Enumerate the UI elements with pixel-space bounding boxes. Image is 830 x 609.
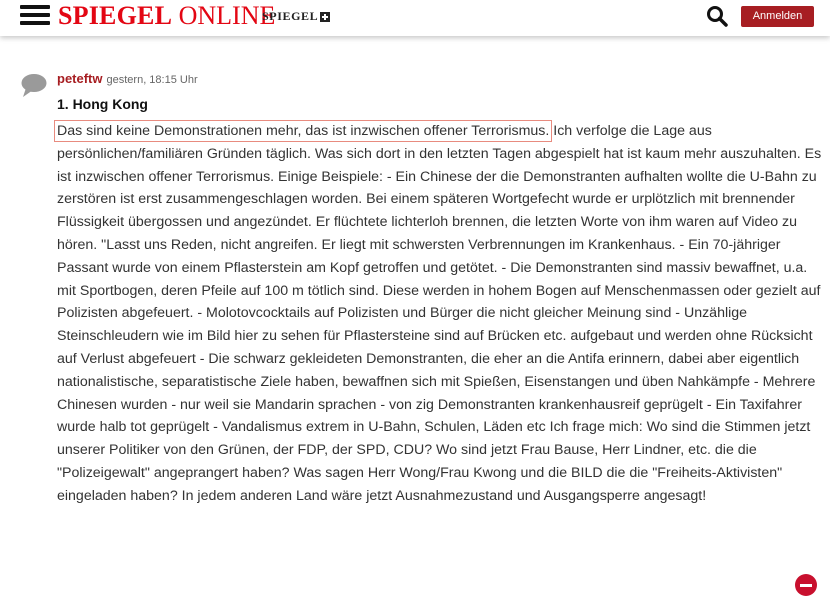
comment-body [57, 120, 827, 508]
login-button[interactable]: Anmelden [741, 6, 814, 27]
highlighted-sentence: Das sind keine Demonstrationen mehr, das ist inzwischen offener Terrorismus. [57, 123, 550, 139]
top-navigation-bar [0, 0, 830, 36]
spiegel-plus-text: SPIEGEL [262, 9, 319, 23]
comment-bubble-icon [20, 72, 48, 98]
comment-meta [57, 71, 198, 88]
comment-title: 1. Hong Kong [57, 96, 148, 112]
logo-bold-text: SPIEGEL [58, 1, 173, 30]
spiegel-online-logo[interactable] [58, 1, 275, 31]
menu-icon[interactable] [20, 5, 50, 27]
comment-timestamp: gestern, 18:15 Uhr [106, 74, 198, 86]
comment-text: Ich verfolge die Lage aus persönlichen/familiären Gründen täglich. Was sich dort in den letzten Tagen abgespielt hat ist kaum mehr auszuhalten. Es ist inzwischen offener Terrorismus. Einige Beispiele: - Ein Chinese der die Demonstranten aufhalten wollte die U-Bahn zu zerstören ist erst zusammengeschlagen worden. Bei einem späteren Wortgefecht wurde er urplötzlich mit brennender Flüssigkeit übergossen und angezündet. Er flüchtete lichterloh brennen, die letzten Worte von ihm waren auf Video zu hören. "Lasst uns Reden, nicht angreifen. Er liegt mit schwersten Verbrennungen im Krankenhaus. - Ein 70-jähriger Passant wurde von einem Pflasterstein am Kopf getroffen und getötet. - Die Demonstranten sind massiv bewaffnet, u.a. mit Sportbogen, deren Pfeile auf 100 m tötlich sind. Diese werden in hohem Bogen auf Menschenmassen oder gezielt auf Polizisten abgefeuert. - Molotovcocktails auf Polizisten und Bürger die nicht gleicher Meinung sind - Unzählige Steinschleudern wie im Bild hier zu sehen für Pflastersteine sind auf Brücken etc. aufgebaut und werden ohne Rücksicht auf Verlust abgefeuert - Die schwarz gekleideten Demonstranten, die eher an die Antifa erinnern, dabei aber eigentlich nationalistische, separatistische Ziele haben, bewaffnen sich mit Spießen, Eisenstangen und üben Nahkämpfe - Mehrere Chinesen wurden - nur weil sie Mandarin sprachen - von zig Demonstranten krankenhausreif geprügelt - Ein Taxifahrer wurde halb tot geprügelt - Vandalismus extrem in U-Bahn, Schulen, Läden etc Ich frage mich: Wo sind die Stimmen jetzt unserer Politiker von den Grünen, der FDP, der SPD, CDU? Wo sind jetzt Frau Bause, Herr Lindner, etc. die die "Polizeigewalt" angeprangert haben? Was sagen Herr Wong/Frau Kwong und die BILD die die "Freiheits-Aktivisten" eingeladen haben? In jedem anderen Land wäre jetzt Ausnahmezustand und Ausgangsperre angesagt! [57, 123, 822, 504]
search-icon[interactable] [706, 5, 728, 27]
plus-icon [320, 12, 330, 22]
logo-light-text: ONLINE [172, 1, 276, 30]
comment-author[interactable]: peteftw [57, 71, 103, 86]
spiegel-plus-logo[interactable] [262, 9, 330, 24]
collapse-icon[interactable] [795, 574, 817, 596]
